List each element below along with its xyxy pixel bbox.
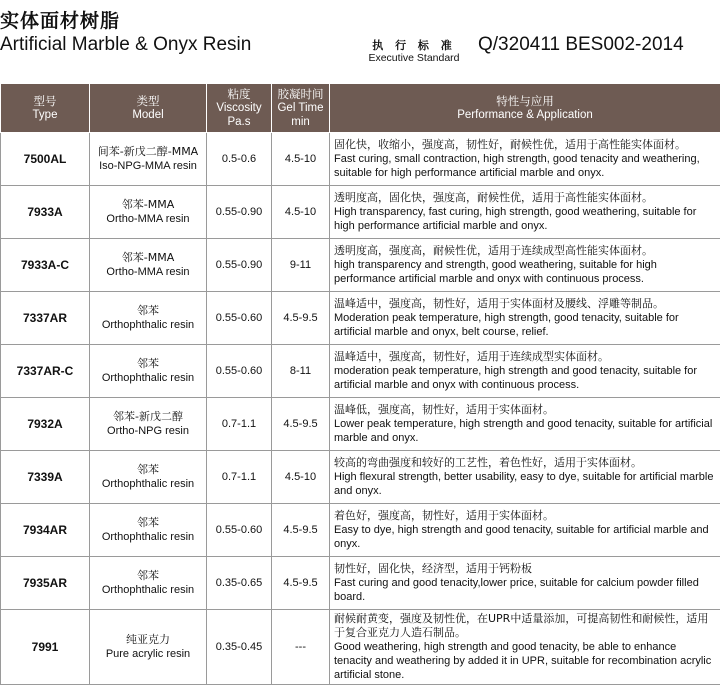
cell-model xyxy=(90,398,207,451)
model-chinese: 纯亚克力 xyxy=(126,633,170,646)
cell-performance xyxy=(330,504,720,557)
column-header-performance: 特性与应用 Performance & Application xyxy=(330,84,720,133)
performance-chinese: 韧性好，固化快，经济型，适用于钙粉板 xyxy=(334,562,532,575)
cell-gel-time: 8-11 xyxy=(272,345,330,398)
cell-type: 7935AR xyxy=(1,557,90,610)
performance-chinese: 温峰适中，强度高，韧性好，适用于连续成型实体面材。 xyxy=(334,350,609,363)
cell-viscosity: 0.7-1.1 xyxy=(207,398,272,451)
resin-spec-table xyxy=(0,84,720,685)
column-header-model: 类型 Model xyxy=(90,84,207,133)
performance-chinese: 温峰低，强度高，韧性好，适用于实体面材。 xyxy=(334,403,554,416)
table-row xyxy=(1,133,720,186)
cell-viscosity: 0.55-0.90 xyxy=(207,186,272,239)
cell-viscosity: 0.55-0.60 xyxy=(207,292,272,345)
performance-english: Fast curing and good tenacity,lower price, suitable for calcium powder filled board. xyxy=(334,577,699,603)
cell-viscosity: 0.55-0.60 xyxy=(207,504,272,557)
model-chinese: 邻苯 xyxy=(137,463,159,476)
cell-type: 7934AR xyxy=(1,504,90,557)
performance-chinese: 透明度高，强度高，耐候性优，适用于连续成型高性能实体面材。 xyxy=(334,244,653,257)
table-row xyxy=(1,239,720,292)
model-english: Orthophthalic resin xyxy=(101,319,195,331)
cell-performance xyxy=(330,451,720,504)
model-english: Pure acrylic resin xyxy=(105,648,191,660)
cell-gel-time: 4.5-9.5 xyxy=(272,398,330,451)
standard-code: Q/320411 BES002-2014 xyxy=(478,34,684,55)
performance-english: Lower peak temperature, high strength and good tenacity, suitable for artificial marble and onyx. xyxy=(334,418,713,444)
cell-viscosity: 0.5-0.6 xyxy=(207,133,272,186)
model-english: Ortho-MMA resin xyxy=(106,266,190,278)
cell-viscosity: 0.55-0.60 xyxy=(207,345,272,398)
cell-model xyxy=(90,239,207,292)
model-chinese: 间苯-新戊二醇-MMA xyxy=(97,145,199,158)
cell-gel-time: 4.5-10 xyxy=(272,451,330,504)
title-chinese: 实体面材树脂 xyxy=(0,10,121,32)
performance-english: Easy to dye, high strength and good tenacity, suitable for artificial marble and onyx. xyxy=(334,524,709,550)
cell-type: 7933A-C xyxy=(1,239,90,292)
performance-chinese: 透明度高，固化快，强度高，耐候性优，适用于高性能实体面材。 xyxy=(334,191,653,204)
model-chinese: 邻苯 xyxy=(137,304,159,317)
table-row xyxy=(1,504,720,557)
cell-gel-time: --- xyxy=(272,610,330,685)
table-row xyxy=(1,186,720,239)
model-english: Ortho-NPG resin xyxy=(107,425,189,437)
model-english: Orthophthalic resin xyxy=(101,372,195,384)
model-english: Orthophthalic resin xyxy=(101,478,195,490)
table-row xyxy=(1,398,720,451)
cell-performance xyxy=(330,239,720,292)
performance-english: Good weathering, high strength and good tenacity, be able to enhance tenacity and weathering by added it in UPR, suitable for recombination acrylic artificial stone. xyxy=(334,641,712,681)
cell-performance xyxy=(330,398,720,451)
cell-performance xyxy=(330,186,720,239)
cell-type: 7500AL xyxy=(1,133,90,186)
cell-viscosity: 0.35-0.45 xyxy=(207,610,272,685)
cell-type: 7337AR xyxy=(1,292,90,345)
cell-model xyxy=(90,504,207,557)
standard-label-english: Executive Standard xyxy=(368,52,460,64)
cell-gel-time: 9-11 xyxy=(272,239,330,292)
cell-model xyxy=(90,133,207,186)
table-row xyxy=(1,345,720,398)
column-header-type: 型号 Type xyxy=(1,84,90,133)
cell-performance xyxy=(330,557,720,610)
cell-model xyxy=(90,451,207,504)
table-row xyxy=(1,451,720,504)
cell-viscosity: 0.7-1.1 xyxy=(207,451,272,504)
table-row xyxy=(1,557,720,610)
performance-english: High flexural strength, better usability, easy to dye, suitable for artificial marble and onyx. xyxy=(334,471,714,497)
model-chinese: 邻苯-MMA xyxy=(121,198,175,211)
standard-label xyxy=(358,40,470,64)
performance-english: high transparency and strength, good weathering, suitable for high performance artificial marble and onyx with continuous process. xyxy=(334,259,657,285)
title-english: Artificial Marble & Onyx Resin xyxy=(0,34,252,55)
cell-performance xyxy=(330,345,720,398)
cell-gel-time: 4.5-10 xyxy=(272,186,330,239)
performance-english: Fast curing, small contraction, high strength, good tenacity and weathering, suitable for high performance artificial marble and onyx. xyxy=(334,153,700,179)
cell-type: 7932A xyxy=(1,398,90,451)
table-row xyxy=(1,292,720,345)
standard-label-chinese: 执 行 标 准 xyxy=(372,39,456,52)
cell-viscosity: 0.55-0.90 xyxy=(207,239,272,292)
performance-english: Moderation peak temperature, high strength, good tenacity, suitable for artificial marble and onyx, belt course, relief. xyxy=(334,312,679,338)
cell-model xyxy=(90,610,207,685)
table-header-row xyxy=(1,84,720,133)
cell-gel-time: 4.5-10 xyxy=(272,133,330,186)
model-chinese: 邻苯 xyxy=(137,516,159,529)
performance-chinese: 温峰适中，强度高，韧性好，适用于实体面材及腰线、浮雕等制品。 xyxy=(334,297,664,310)
cell-gel-time: 4.5-9.5 xyxy=(272,504,330,557)
cell-gel-time: 4.5-9.5 xyxy=(272,557,330,610)
cell-performance xyxy=(330,292,720,345)
cell-model xyxy=(90,186,207,239)
cell-gel-time: 4.5-9.5 xyxy=(272,292,330,345)
cell-model xyxy=(90,292,207,345)
performance-chinese: 较高的弯曲强度和较好的工艺性，着色性好，适用于实体面材。 xyxy=(334,456,642,469)
column-header-viscosity: 粘度 Viscosity Pa.s xyxy=(207,84,272,133)
performance-chinese: 固化快，收缩小，强度高，韧性好，耐候性优，适用于高性能实体面材。 xyxy=(334,138,686,151)
model-english: Orthophthalic resin xyxy=(101,531,195,543)
performance-chinese: 耐候耐黄变，强度及韧性优，在UPR中适量添加，可提高韧性和耐候性，适用于复合亚克力人造石制品。 xyxy=(334,612,709,639)
table-row xyxy=(1,610,720,685)
model-chinese: 邻苯-新戊二醇 xyxy=(113,410,183,423)
cell-type: 7933A xyxy=(1,186,90,239)
performance-english: High transparency, fast curing, high strength, good weathering, suitable for high performance artificial marble and onyx. xyxy=(334,206,697,232)
model-chinese: 邻苯 xyxy=(137,357,159,370)
model-chinese: 邻苯-MMA xyxy=(121,251,175,264)
performance-chinese: 着色好，强度高，韧性好，适用于实体面材。 xyxy=(334,509,554,522)
cell-type: 7337AR-C xyxy=(1,345,90,398)
cell-performance xyxy=(330,610,720,685)
performance-english: moderation peak temperature, high strength and good tenacity, suitable for artificial marble and onyx with continuous process. xyxy=(334,365,698,391)
cell-type: 7339A xyxy=(1,451,90,504)
cell-model xyxy=(90,345,207,398)
model-english: Orthophthalic resin xyxy=(101,584,195,596)
cell-performance xyxy=(330,133,720,186)
model-english: Iso-NPG-MMA resin xyxy=(99,160,197,172)
cell-viscosity: 0.35-0.65 xyxy=(207,557,272,610)
cell-model xyxy=(90,557,207,610)
model-english: Ortho-MMA resin xyxy=(106,213,190,225)
model-chinese: 邻苯 xyxy=(137,569,159,582)
cell-type: 7991 xyxy=(1,610,90,685)
column-header-gel-time: 胶凝时间 Gel Time min xyxy=(272,84,330,133)
